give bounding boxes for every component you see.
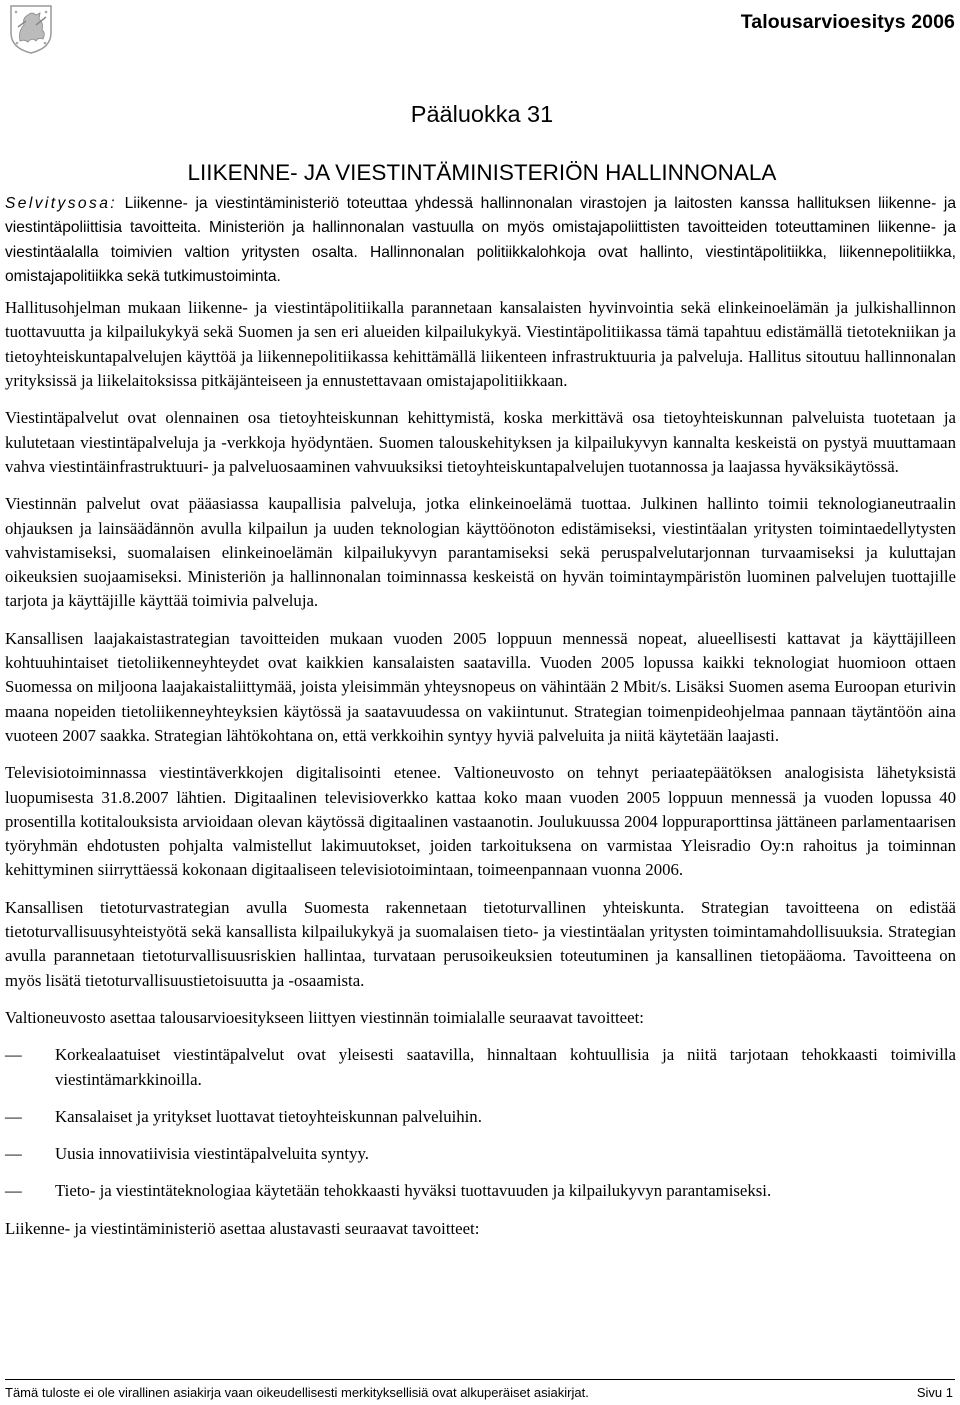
list-item — [5, 1105, 956, 1129]
footer-divider — [5, 1379, 955, 1380]
paragraph: Televisiotoiminnassa viestintäverkkojen digitalisointi etenee. Valtioneuvosto on tehnyt periaatepäätöksen analogisista lähetyksistä luopumisesta 31.8.2007 lähtien. Digitaalinen televisioverkko kattaa koko maan vuoden 2005 loppuun mennessä ja vuoden lopussa 40 prosentilla kotitalouksista arvioidaan olevan käytössä digitaalinen vastaanotin. Joulukuussa 2004 loppuraporttinsa jättäneen parlamentaarisen työryhmän ehdotusten pohjalta valmistellut lakimuutokset, joiden tarkoituksena on varmistaa Yleisradio Oy:n rahoitus ja toiminnan kehittyminen siirryttäessä kokonaan digitaaliseen televisiotoimintaan, toimeenpannaan vuonna 2006. — [5, 763, 956, 880]
paragraph: Kansallisen laajakaistastrategian tavoitteiden mukaan vuoden 2005 loppuun mennessä nopeat, alueellisesti kattavat ja käyttäjilleen kohtuuhintaiset tietoliikenneyhteydet ovat kaikkien kansalaisten saatavilla. Vuoden 2005 lopussa kaikki teknologiat huomioon ottaen Suomessa on miljoona laajakaistaliittymää, joista yleisimmän yhteysnopeus on vähintään 2 Mbit/s. Lisäksi Suomen asema Euroopan eturivin maana nopeiden tietoliikenneyhteyksien käytössä ja saatavuudessa on vakiintunut. Strategian toimenpideohjelmaa pannaan täytäntöön aina vuoteen 2007 saakka. Strategian lähtökohtana on, että verkkoihin syntyy hyviä palveluita ja niitä käytetään laajasti. — [5, 628, 956, 745]
goal-text: Uusia innovatiivisia viestintäpalveluita syntyy. — [55, 1144, 369, 1164]
goal-text: Kansalaiset ja yritykset luottavat tietoyhteiskunnan palveluihin. — [55, 1106, 482, 1126]
list-item — [5, 1043, 956, 1092]
paragraph: Viestinnän palvelut ovat pääasiassa kaupallisia palveluja, jotka elinkeinoelämä tuottaa. Julkinen hallinto toimii teknologianeutraalin ohjauksen ja lainsäädännön avulla kilpailun ja uuden teknologian käyttöönoton edistämiseksi, viestintäalan yritysten toimintaedellytysten vahvistamiseksi, suomalaisen elinkeinoelämän kilpailukyvyn parantamiseksi sekä peruspalvelutarjonnan turvaamiseksi ja kuluttajan oikeuksien suojaamiseksi. Ministeriön ja hallinnonalan toiminnassa keskeistä on hyvän toimintaympäristön luominen palvelujen tuottajille tarjota ja käyttäjille käyttää toimivia palveluja. — [5, 494, 956, 611]
list-item — [5, 1142, 956, 1166]
document-title: Talousarvioesitys 2006 — [740, 11, 955, 33]
finnish-lion-emblem-icon — [6, 3, 56, 55]
closing-paragraph: Liikenne- ja viestintäministeriö asettaa alustavasti seuraavat tavoitteet: — [5, 1218, 480, 1238]
paragraph: Viestintäpalvelut ovat olennainen osa tietoyhteiskunnan kehittymistä, koska merkittävä osa tietoyhteiskunnan palveluista tuotetaan ja kulutetaan viestintäpalveluja ja -verkkoja hyödyntäen. Suomen talouskehityksen ja kilpailukyvyn kannalta keskeistä on pystyä muuttamaan vahva viestintäinfrastruktuuri- ja palveluosaaminen vahvuuksiksi tietoyhteiskuntapalvelujen tuotannossa ja laajassa hyväksikäytössä. — [5, 408, 956, 476]
goal-text: Tieto- ja viestintäteknologiaa käytetään tehokkaasti hyväksi tuottavuuden ja kilpailukyvyn parantamiseksi. — [55, 1181, 772, 1201]
goals-list — [5, 1043, 956, 1203]
ministry-heading: LIIKENNE- JA VIESTINTÄMINISTERIÖN HALLINNONALA — [187, 160, 777, 185]
paragraph: Kansallisen tietoturvastrategian avulla Suomesta rakennetaan tietoturvallinen yhteiskunta. Strategian tavoitteena on edistää tietoturvallisuusyhteistyötä sekä kansallista kilpailukykyä ja suomalaisen tieto- ja viestintäalan yritysten toimintamahdollisuuksia. Strategian avulla parannetaan tietoturvallisuusriskien hallintaa, turvataan perusoikeuksien toteutuminen ja kansallinen tietopääoma. Tavoitteena on myös lisätä tietoturvallisuustietoisuutta ja -osaamista. — [5, 897, 956, 990]
document-body — [5, 192, 956, 1254]
dash-bullet: — — [5, 1181, 22, 1201]
page-number: Sivu 1 — [916, 1385, 953, 1400]
intro-text: Liikenne- ja viestintäministeriö toteuttaa yhdessä hallinnonalan virastojen ja laitosten kanssa hallituksen liikenne- ja viestintäpoliittisia tavoitteita. Ministeriön ja hallinnonalan vastuulla on myös omistajapoliittisten tavoitteiden toteuttaminen liikenne- ja viestintäalalla toimivien valtion yritysten osalta. Hallinnonalan politiikkalohkoja ovat hallinto, viestintäpolitiikka, liikennepolitiikka, omistajapolitiikka sekä tutkimustoiminta. — [5, 195, 956, 285]
main-class-heading: Pääluokka 31 — [410, 101, 554, 127]
paragraph: Hallitusohjelman mukaan liikenne- ja viestintäpolitiikalla parannetaan kansalaisten hyvinvointia sekä elinkeinoelämän ja julkishallinnon tuottavuutta ja kilpailukykyä sekä Suomen ja sen eri alueiden kilpailukykyä. Viestintäpolitiikassa tämä tapahtuu edistämällä tietotekniikan ja tietoyhteiskuntapalvelujen käyttöä ja liikennepolitiikassa kehittämällä liikenteen infrastruktuuria ja palveluja. Hallitus sitoutuu hallinnonalan yrityksissä ja liikelaitoksissa pitkäjänteiseen ja ennustettavaan omistajapolitiikkaan. — [5, 298, 956, 391]
intro-paragraph — [5, 192, 956, 289]
list-item — [5, 1179, 956, 1203]
dash-bullet: — — [5, 1045, 22, 1065]
footer-disclaimer: Tämä tuloste ei ole virallinen asiakirja vaan oikeudellisesti merkityksellisiä ovat alkuperäiset asiakirjat. — [5, 1385, 589, 1400]
paragraph: Valtioneuvosto asettaa talousarvioesitykseen liittyen viestinnän toimialalle seuraavat tavoitteet: — [5, 1007, 644, 1027]
intro-lead: Selvitysosa: — [5, 195, 117, 212]
dash-bullet: — — [5, 1106, 22, 1126]
dash-bullet: — — [5, 1144, 22, 1164]
goal-text: Korkealaatuiset viestintäpalvelut ovat yleisesti saatavilla, hinnaltaan kohtuullisia ja niitä tarjotaan tehokkaasti toimivilla viestintämarkkinoilla. — [55, 1045, 956, 1089]
